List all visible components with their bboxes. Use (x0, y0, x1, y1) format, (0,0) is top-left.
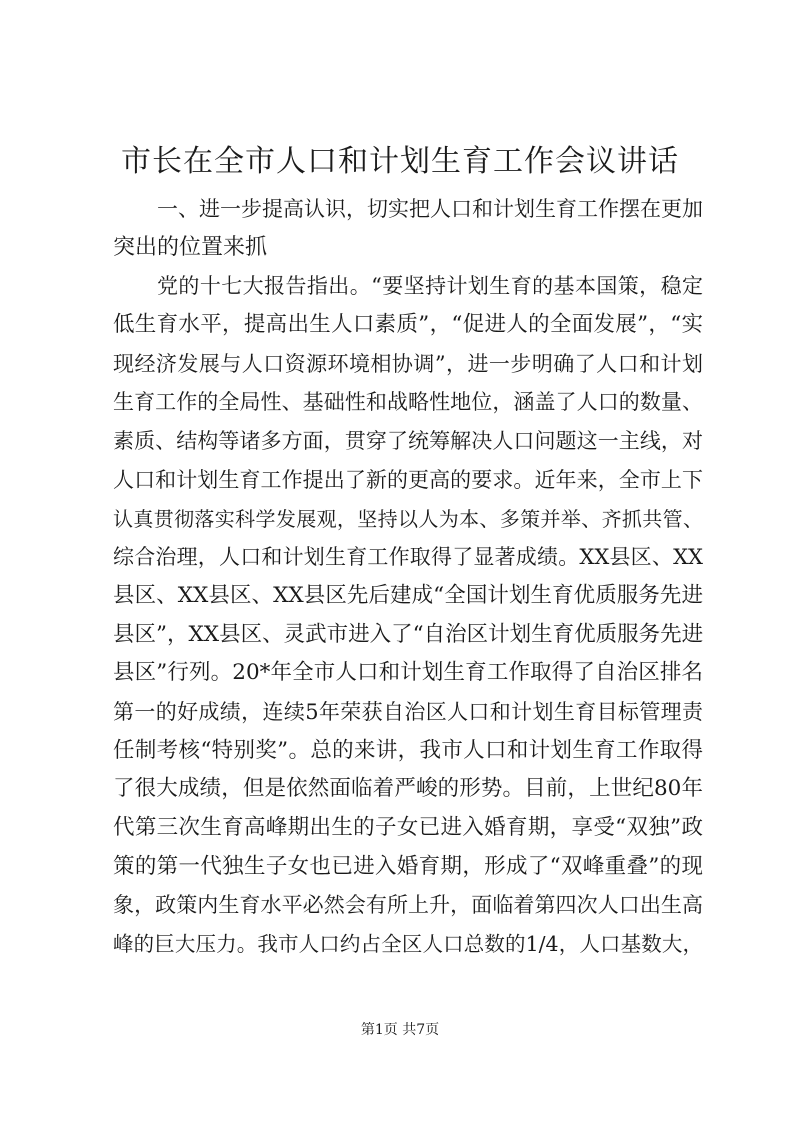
body-line: 第一的好成绩，连续5年荣获自治区人口和计划生育目标管理责 (113, 699, 703, 724)
body-line: 任制考核“特别奖”。总的来讲，我市人口和计划生育工作取得 (113, 737, 703, 763)
body-line: 突出的位置来抓 (113, 234, 268, 260)
body-line: 县区”，XX县区、灵武市进入了“自治区计划生育优质服务先进 (113, 621, 704, 647)
body-line: 策的第一代独生子女也已进入婚育期，形成了“双峰重叠”的现 (113, 853, 703, 879)
body-line: 峰的巨大压力。我市人口约占全区人口总数的1/4，人口基数大， (113, 932, 703, 957)
body-line: 低生育水平，提高出生人口素质”，“促进人的全面发展”，“实 (113, 312, 703, 338)
document-body (113, 190, 703, 964)
body-line: 了很大成绩，但是依然面临着严峻的形势。目前，上世纪80年 (113, 776, 703, 802)
body-line: 一、进一步提高认识，切实把人口和计划生育工作摆在更加 (157, 197, 703, 221)
page-number-footer: 第1页 共7页 (360, 1022, 440, 1038)
body-line: 代第三次生育高峰期出生的子女已进入婚育期，享受“双独”政 (113, 815, 703, 840)
document-title: 市长在全市人口和计划生育工作会议讲话 (121, 144, 679, 179)
body-line: 县区、XX县区、XX县区先后建成“全国计划生育优质服务先进 (113, 582, 703, 608)
body-line: 县区”行列。20*年全市人口和计划生育工作取得了自治区排名 (113, 660, 703, 686)
body-line: 综合治理，人口和计划生育工作取得了显著成绩。XX县区、XX (113, 545, 703, 570)
body-line: 象，政策内生育水平必然会有所上升，面临着第四次人口出生高 (113, 893, 703, 918)
body-line: 认真贯彻落实科学发展观，坚持以人为本、多策并举、齐抓共管、 (113, 506, 703, 531)
body-line: 现经济发展与人口资源环境相协调”，进一步明确了人口和计划 (113, 351, 703, 376)
body-line: 党的十七大报告指出。“要坚持计划生育的基本国策，稳定 (157, 274, 703, 299)
body-line: 素质、结构等诸多方面，贯穿了统筹解决人口问题这一主线，对 (113, 429, 703, 454)
body-line: 生育工作的全局性、基础性和战略性地位，涵盖了人口的数量、 (113, 390, 703, 415)
body-line: 人口和计划生育工作提出了新的更高的要求。近年来，全市上下 (113, 467, 703, 492)
